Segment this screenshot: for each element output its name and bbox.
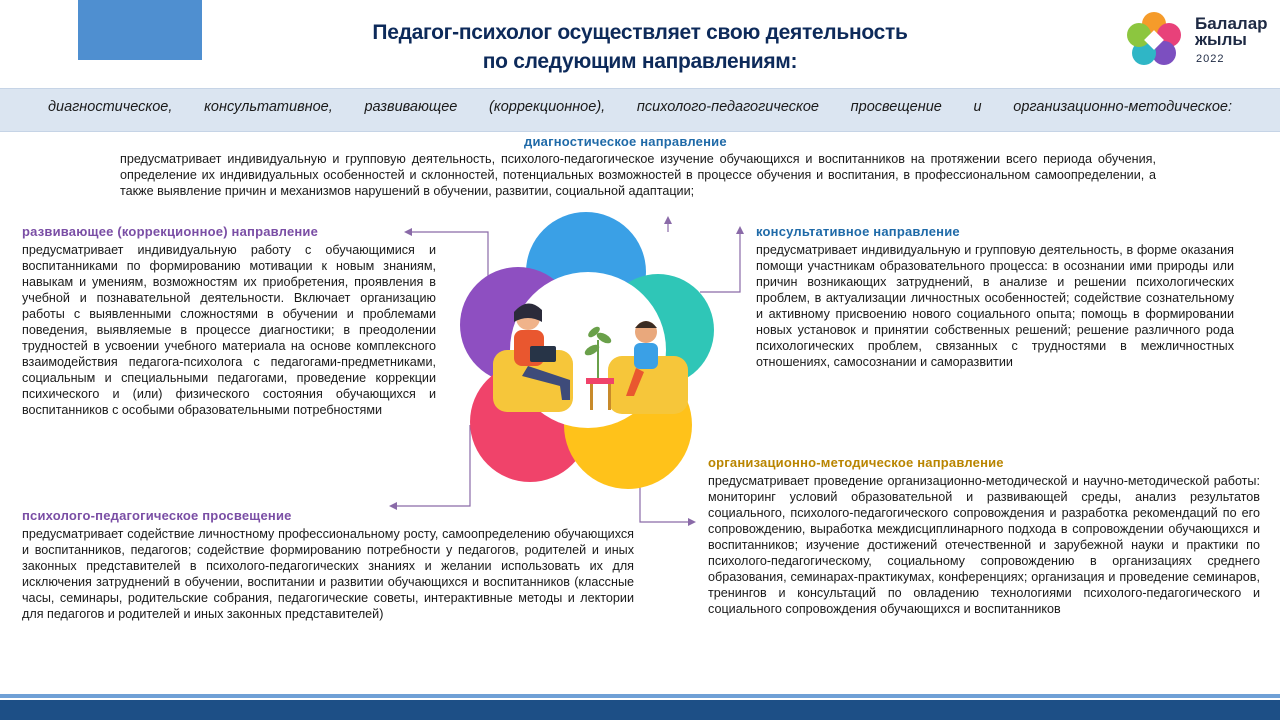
logo-name-line-2: жылы — [1195, 30, 1247, 49]
logo-name-line-1: Балалар — [1195, 14, 1268, 33]
coffee-table — [586, 378, 614, 384]
page-title — [280, 18, 1000, 76]
title-line-1: Педагог-психолог осуществляет свою деятельность — [372, 21, 908, 44]
arrow-psychoeducation — [389, 502, 397, 510]
logo-name — [1195, 16, 1268, 48]
diagnostic-title: диагностическое направление — [524, 134, 727, 149]
laptop-icon — [530, 346, 556, 362]
title-line-2: по следующим направлениям: — [482, 50, 798, 73]
consultative-title: консультативное направление — [756, 224, 960, 239]
directions-summary: диагностическое, консультативное, развивающее (коррекционное), психолого-педагогическое просвещение и организационно-методическое: — [48, 99, 1232, 115]
logo-year: 2022 — [1196, 53, 1225, 65]
psychoeducation-title: психолого-педагогическое просвещение — [22, 508, 292, 523]
organizational-title: организационно-методическое направление — [708, 455, 1004, 470]
psychoeducation-body: предусматривает содействие личностному профессиональному росту, самоопределению обучающихся и воспитанников, педагогов; содействие формированию потребности у педагогов, родителей и иных законных представителей в психолого-педагогических знаниях и желании использовать их для исключения затруднений в обучении, воспитании и развитии обучающихся и воспитанников (классные часы, семинары, родительские собрания, педагогические советы, интерактивные методы и лектории для педагогов и родителей и иных законных представителей) — [22, 527, 634, 621]
psychologist-illustration — [458, 210, 718, 500]
footer-stripe — [0, 694, 1280, 698]
arrow-organizational — [688, 518, 696, 526]
arrow-consultative — [736, 226, 744, 234]
arrow-developmental — [404, 228, 412, 236]
consultative-body: предусматривает индивидуальную и групповую деятельность, в форме оказания помощи участникам образовательного процесса: в осознании ими природы или причин возникающих затруднений, в анализе и решении психологических проблем, в актуализации личностных особенностей; содействие сознательному и активному присвоению нового социального опыта; помощь в формировании новых установок и принятии собственных решений; решение различного рода психологических проблем, связанных с трудностями в межличностных отношениях, самосознании и саморазвитии — [756, 243, 1234, 369]
developmental-body: предусматривает индивидуальную работу с обучающимися и воспитанниками по формированию мотивации к новым знаниям, навыкам и умениям, возможностям их приобретения, проявления в учебной и познавательной деятельности. Включает организацию работы с выявленными сложностями в обучении и проблемами поведения, выявляемые в процессе диагностики; в преодолении трудностей в усвоении учебного материала на основе комплексного взаимодействия педагога-психолога с педагогами-предметниками, социальным и специальными педагогами, проведение коррекции психического и (или) физического состояния обучающихся и воспитанников с особыми образовательными потребностями — [22, 243, 436, 417]
organizational-body: предусматривает проведение организационно-методической и научно-методической работы: мониторинг условий образовательной и развивающей среды, анализ результатов социального, психолого-педагогического сопровождения и разработка рекомендаций по его сопровождению, выработка междисциплинарного подхода в сопровождении обучающихся и воспитанников; изучение достижений отечественной и зарубежной науки и практики по психолого-педагогическому, социальному сопровождению в организациях среднего образования, семинарах-практикумах, конференциях; организация и проведение семинаров, тренингов и консультаций по овладению технологиями психолого-педагогического и социального сопровождения обучающихся и воспитанников — [708, 474, 1260, 616]
diagnostic-body: предусматривает индивидуальную и групповую деятельность, психолого-педагогическое изучение обучающихся и воспитанников на протяжении всего периода обучения, определение их индивидуальных особенностей и склонностей, потенциальных возможностей в процессе обучения и воспитания, в профессиональном самоопределении, а также выявление причин и механизмов нарушений в обучении, развитии, социальной адаптации; — [120, 152, 1156, 198]
footer-bar — [0, 700, 1280, 720]
developmental-title: развивающее (коррекционное) направление — [22, 224, 319, 239]
corner-decoration — [78, 0, 202, 60]
child-body — [634, 343, 658, 369]
